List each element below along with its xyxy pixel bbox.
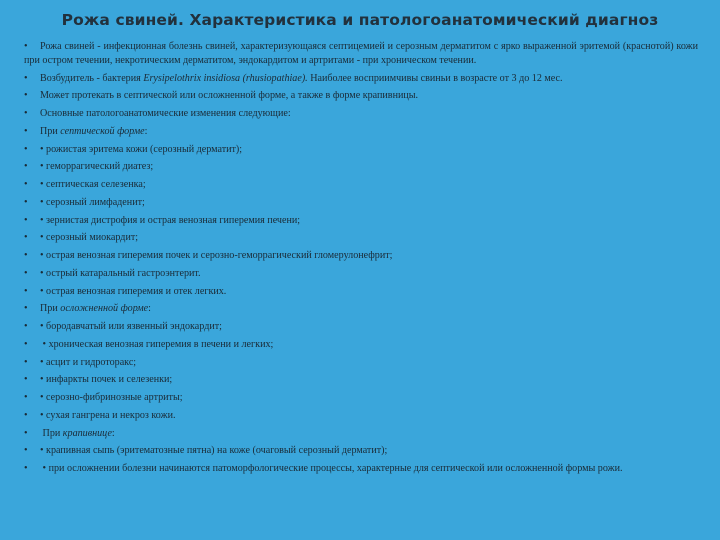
bullet-marker: •	[24, 41, 28, 52]
list-item	[24, 302, 698, 316]
bullet-marker: •	[24, 72, 28, 84]
bullet-marker: •	[24, 250, 28, 262]
item-text: • хроническая венозная гиперемия в печени и легких;	[40, 338, 274, 350]
bullet-marker: •	[24, 445, 28, 457]
list-item	[24, 72, 698, 86]
item-text: • асцит и гидроторакс;	[40, 356, 137, 368]
bullet-marker: •	[24, 108, 28, 120]
list-item	[24, 391, 698, 405]
item-text: • сухая гангрена и некроз кожи.	[40, 409, 176, 421]
list-item	[24, 143, 698, 157]
list-item	[24, 231, 698, 245]
item-text-post: :	[111, 427, 115, 439]
item-text: • острая венозная гиперемия почек и серозно-геморрагический гломерулонефрит;	[40, 250, 393, 262]
list-item	[24, 89, 698, 103]
list-item	[24, 338, 698, 352]
bullet-marker: •	[24, 392, 28, 404]
bullet-marker: •	[24, 463, 28, 475]
slide-title: Рожа свиней. Характеристика и патологоанатомический диагноз	[61, 11, 659, 29]
item-text-pre: При	[40, 303, 61, 315]
item-text: • серозный лимфаденит;	[40, 196, 145, 208]
list-item	[24, 267, 698, 281]
item-text: • геморрагический диатез;	[40, 161, 154, 173]
item-text: • бородавчатый или язвенный эндокардит;	[40, 321, 222, 333]
form-name: крапивнице	[62, 427, 112, 439]
item-text: Может протекать в септической или осложненной форме, а также в форме крапивницы.	[40, 90, 419, 102]
list-item	[24, 160, 698, 174]
pathogen-name: Erysipelothrix insidiosa (rhusiopathiae).	[143, 72, 308, 84]
list-item	[24, 40, 698, 68]
item-text: • острый катаральный гастроэнтерит.	[40, 267, 201, 279]
list-item	[24, 444, 698, 458]
item-text: • септическая селезенка;	[40, 179, 146, 191]
bullet-marker: •	[24, 125, 28, 137]
bullet-marker: •	[24, 232, 28, 244]
item-text-pre: Возбудитель - бактерия	[40, 72, 144, 84]
bullet-marker: •	[24, 179, 28, 191]
bullet-marker: •	[24, 196, 28, 208]
item-text: • серозно-фибринозные артриты;	[40, 392, 183, 404]
form-name: осложненной форме	[60, 303, 149, 315]
bullet-marker: •	[24, 285, 28, 297]
bullet-marker: •	[24, 427, 28, 439]
list-item	[24, 320, 698, 334]
item-text: • инфаркты почек и селезенки;	[40, 374, 173, 386]
item-text: • при осложнении болезни начинаются патоморфологические процессы, характерные для септической или осложненной формы рожи.	[40, 463, 623, 475]
list-item	[24, 285, 698, 299]
bullet-marker: •	[24, 90, 28, 102]
bullet-marker: •	[24, 374, 28, 386]
bullet-marker: •	[24, 409, 28, 421]
list-item	[24, 178, 698, 192]
list-item	[24, 356, 698, 370]
bullet-marker: •	[24, 143, 28, 155]
bullet-marker: •	[24, 356, 28, 368]
list-item	[24, 107, 698, 121]
item-text: Рожа свиней - инфекционная болезнь свиней, характеризующаяся септицемией и серозным дерматитом с ярко выраженной эритемой (краснотой) кожи при остром течении, некротическим дерматитом, эндокардитом и артритами - при хроническом течении.	[24, 41, 698, 66]
list-item	[24, 409, 698, 423]
list-item	[24, 462, 698, 476]
list-item	[24, 125, 698, 139]
item-text-post: :	[144, 125, 148, 137]
bullet-marker: •	[24, 338, 28, 350]
item-text-post: :	[148, 303, 151, 315]
bullet-marker: •	[24, 214, 28, 226]
bullet-marker: •	[24, 321, 28, 333]
item-text: • зернистая дистрофия и острая венозная гиперемия печени;	[40, 214, 301, 226]
bullet-marker: •	[24, 303, 28, 315]
list-item	[24, 196, 698, 210]
bullet-marker: •	[24, 267, 28, 279]
bullet-marker: •	[24, 161, 28, 173]
list-item	[24, 214, 698, 228]
item-text: • рожистая эритема кожи (серозный дерматит);	[40, 143, 243, 155]
form-name: септической форме	[60, 125, 145, 137]
item-text: Основные патологоанатомические изменения следующие:	[40, 108, 291, 120]
list-item	[24, 373, 698, 387]
list-item	[24, 249, 698, 263]
bullet-list	[24, 40, 698, 480]
item-text-pre: При	[40, 427, 63, 439]
item-text-pre: При	[40, 125, 61, 137]
item-text: • острая венозная гиперемия и отек легких.	[40, 285, 227, 297]
item-text: • крапивная сыпь (эритематозные пятна) на коже (очаговый серозный дерматит);	[40, 445, 388, 457]
list-item	[24, 427, 698, 441]
item-text: • серозный миокардит;	[40, 232, 139, 244]
item-text-post: Наиболее восприимчивы свиньи в возрасте от 3 до 12 мес.	[307, 72, 563, 84]
